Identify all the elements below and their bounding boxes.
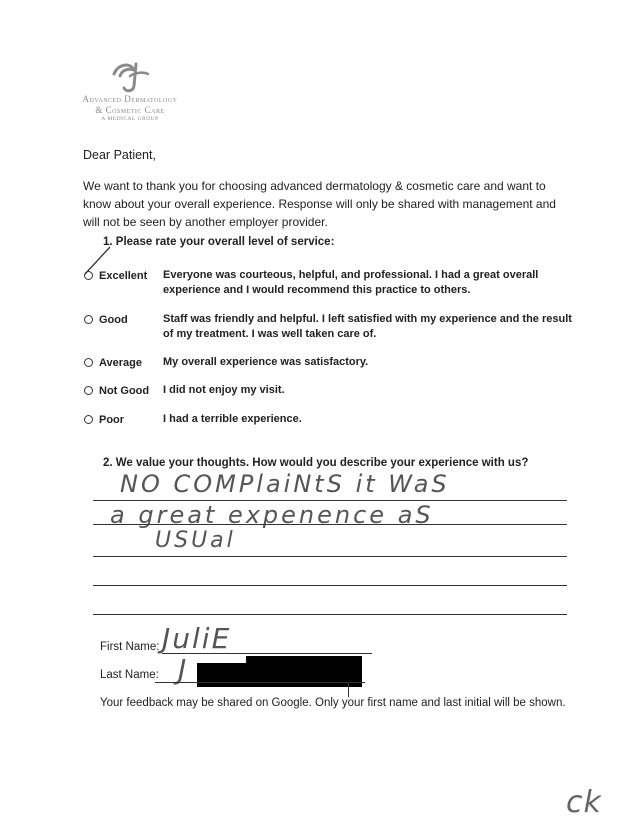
last-name-value: J xyxy=(178,653,190,686)
question-1-title: 1. Please rate your overall level of service: xyxy=(103,236,335,248)
answer-rule-2 xyxy=(93,524,567,525)
radio-not-good-icon[interactable] xyxy=(84,386,93,395)
answer-rule-3 xyxy=(93,556,567,557)
option-not-good-desc: I did not enjoy my visit. xyxy=(163,384,285,396)
option-good[interactable]: Good xyxy=(84,314,128,326)
pen-mark xyxy=(348,683,349,697)
handwritten-answer-line-1: NO COMPlaiNtS it WaS xyxy=(120,470,450,498)
radio-poor-icon[interactable] xyxy=(84,415,93,424)
answer-rule-4 xyxy=(93,585,567,586)
radio-excellent-icon[interactable] xyxy=(84,271,93,280)
logo-line-3: A MEDICAL GROUP xyxy=(101,116,159,122)
logo-line-1: Advanced Dermatology xyxy=(82,94,178,104)
option-not-good[interactable]: Not Good xyxy=(84,385,149,397)
option-average[interactable]: Average xyxy=(84,357,142,369)
last-name-label: Last Name: xyxy=(100,669,159,681)
logo-line-2: & Cosmetic Care xyxy=(95,105,165,115)
option-average-desc: My overall experience was satisfactory. xyxy=(163,356,369,368)
option-poor[interactable]: Poor xyxy=(84,414,124,426)
footer-note: Your feedback may be shared on Google. Only your first name and last initial will be shown. xyxy=(100,697,566,709)
logo-mark-icon xyxy=(108,60,152,94)
radio-average-icon[interactable] xyxy=(84,358,93,367)
first-name-value: JuliE xyxy=(162,622,232,655)
redaction-block-1 xyxy=(197,663,247,687)
option-excellent[interactable]: Excellent xyxy=(84,270,147,282)
first-name-label: First Name: xyxy=(100,641,160,653)
handwritten-answer-line-2: a great expenence aS xyxy=(110,501,434,529)
option-excellent-desc: Everyone was courteous, helpful, and professional. I had a great overall experience and I would recommend this practice to others. xyxy=(163,269,539,296)
radio-good-icon[interactable] xyxy=(84,315,93,324)
option-poor-desc: I had a terrible experience. xyxy=(163,413,302,425)
question-2-title: 2. We value your thoughts. How would you describe your experience with us? xyxy=(103,457,529,469)
practice-logo xyxy=(60,60,200,122)
intro-paragraph: We want to thank you for choosing advanced dermatology & cosmetic care and want to know about your overall experience. Response will only be shared with management and will not be seen by another employer provider. xyxy=(83,179,556,229)
greeting: Dear Patient, xyxy=(83,148,156,162)
handwritten-answer-line-3: USUal xyxy=(155,528,236,553)
option-good-desc: Staff was friendly and helpful. I left satisfied with my experience and the result of my treatment. I was well taken care of. xyxy=(163,313,572,340)
answer-rule-5 xyxy=(93,614,567,615)
corner-initials: ck xyxy=(566,785,602,820)
last-name-line[interactable] xyxy=(155,682,365,683)
first-name-line[interactable] xyxy=(162,653,372,654)
